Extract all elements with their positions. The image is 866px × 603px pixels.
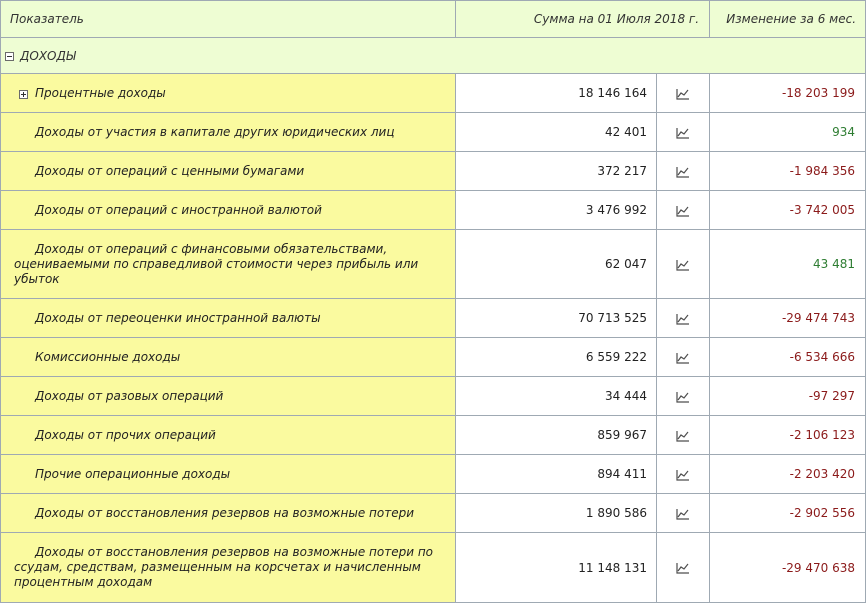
row-label: Комиссионные доходы [35, 349, 181, 364]
row-chart-cell[interactable] [657, 416, 710, 455]
row-label: Доходы от участия в капитале других юридических лиц [35, 124, 395, 139]
line-chart-icon[interactable] [676, 352, 690, 364]
group-row-income[interactable] [1, 38, 866, 74]
row-label: Доходы от операций с ценными бумагами [35, 163, 305, 178]
line-chart-icon[interactable] [676, 127, 690, 139]
row-change: -1 984 356 [710, 152, 866, 191]
row-change: -6 534 666 [710, 338, 866, 377]
collapse-minus-icon[interactable] [5, 52, 14, 61]
table-row [1, 152, 866, 191]
group-cell[interactable] [1, 38, 866, 74]
row-label-cell [1, 74, 456, 113]
row-change: -29 470 638 [710, 533, 866, 603]
row-label-cell [1, 152, 456, 191]
row-label-cell [1, 494, 456, 533]
row-label: Доходы от восстановления резервов на возможные потери по ссудам, средствам, размещенным на корсчетах и начисленным процентным доходам [14, 545, 434, 589]
row-chart-cell[interactable] [657, 230, 710, 299]
table-row [1, 416, 866, 455]
row-label: Доходы от операций с иностранной валютой [35, 202, 322, 217]
table-row [1, 338, 866, 377]
table-row [1, 377, 866, 416]
row-value: 70 713 525 [456, 299, 657, 338]
row-chart-cell[interactable] [657, 494, 710, 533]
table-row [1, 533, 866, 603]
column-header-sum[interactable]: Сумма на 01 Июля 2018 г. [456, 1, 710, 38]
line-chart-icon[interactable] [676, 562, 690, 574]
row-change: -2 902 556 [710, 494, 866, 533]
row-change: -2 106 123 [710, 416, 866, 455]
row-value: 11 148 131 [456, 533, 657, 603]
row-label-cell [1, 416, 456, 455]
row-change: -3 742 005 [710, 191, 866, 230]
row-label: Доходы от прочих операций [35, 427, 216, 442]
row-label: Прочие операционные доходы [35, 466, 231, 481]
row-label: Доходы от восстановления резервов на возможные потери [35, 505, 415, 520]
line-chart-icon[interactable] [676, 430, 690, 442]
row-label: Доходы от разовых операций [35, 388, 224, 403]
row-label-cell [1, 191, 456, 230]
line-chart-icon[interactable] [676, 391, 690, 403]
line-chart-icon[interactable] [676, 508, 690, 520]
row-value: 42 401 [456, 113, 657, 152]
row-change: -18 203 199 [710, 74, 866, 113]
line-chart-icon[interactable] [676, 469, 690, 481]
row-chart-cell[interactable] [657, 152, 710, 191]
row-label-cell [1, 338, 456, 377]
row-change: 934 [710, 113, 866, 152]
table-row [1, 455, 866, 494]
row-chart-cell[interactable] [657, 74, 710, 113]
row-label-cell [1, 230, 456, 299]
row-chart-cell[interactable] [657, 338, 710, 377]
row-value: 3 476 992 [456, 191, 657, 230]
table-row[interactable] [1, 74, 866, 113]
column-header-indicator[interactable]: Показатель [1, 1, 456, 38]
row-value: 372 217 [456, 152, 657, 191]
row-value: 62 047 [456, 230, 657, 299]
row-label: Доходы от операций с финансовыми обязательствами, оцениваемыми по справедливой стоимости через прибыль или убыток [14, 241, 419, 286]
row-chart-cell[interactable] [657, 455, 710, 494]
row-change: -97 297 [710, 377, 866, 416]
row-value: 1 890 586 [456, 494, 657, 533]
row-label: Процентные доходы [35, 85, 166, 100]
row-chart-cell[interactable] [657, 533, 710, 603]
row-value: 34 444 [456, 377, 657, 416]
row-chart-cell[interactable] [657, 299, 710, 338]
row-label-cell [1, 113, 456, 152]
row-label-cell [1, 299, 456, 338]
line-chart-icon[interactable] [676, 205, 690, 217]
row-change: 43 481 [710, 230, 866, 299]
row-value: 859 967 [456, 416, 657, 455]
row-label-cell [1, 377, 456, 416]
row-change: -29 474 743 [710, 299, 866, 338]
line-chart-icon[interactable] [676, 88, 690, 100]
table-row [1, 191, 866, 230]
row-chart-cell[interactable] [657, 113, 710, 152]
table-row [1, 299, 866, 338]
line-chart-icon[interactable] [676, 166, 690, 178]
column-header-change[interactable]: Изменение за 6 мес. [710, 1, 866, 38]
row-label-cell [1, 455, 456, 494]
row-chart-cell[interactable] [657, 191, 710, 230]
row-label: Доходы от переоценки иностранной валюты [35, 310, 321, 325]
expand-plus-icon[interactable] [19, 90, 28, 99]
row-value: 6 559 222 [456, 338, 657, 377]
table-row [1, 113, 866, 152]
table-row [1, 494, 866, 533]
line-chart-icon[interactable] [676, 259, 690, 271]
line-chart-icon[interactable] [676, 313, 690, 325]
group-label: ДОХОДЫ [20, 48, 76, 63]
row-value: 894 411 [456, 455, 657, 494]
row-value: 18 146 164 [456, 74, 657, 113]
row-chart-cell[interactable] [657, 377, 710, 416]
table-row [1, 230, 866, 299]
row-label-cell [1, 533, 456, 603]
table-header-row [1, 1, 866, 38]
row-change: -2 203 420 [710, 455, 866, 494]
